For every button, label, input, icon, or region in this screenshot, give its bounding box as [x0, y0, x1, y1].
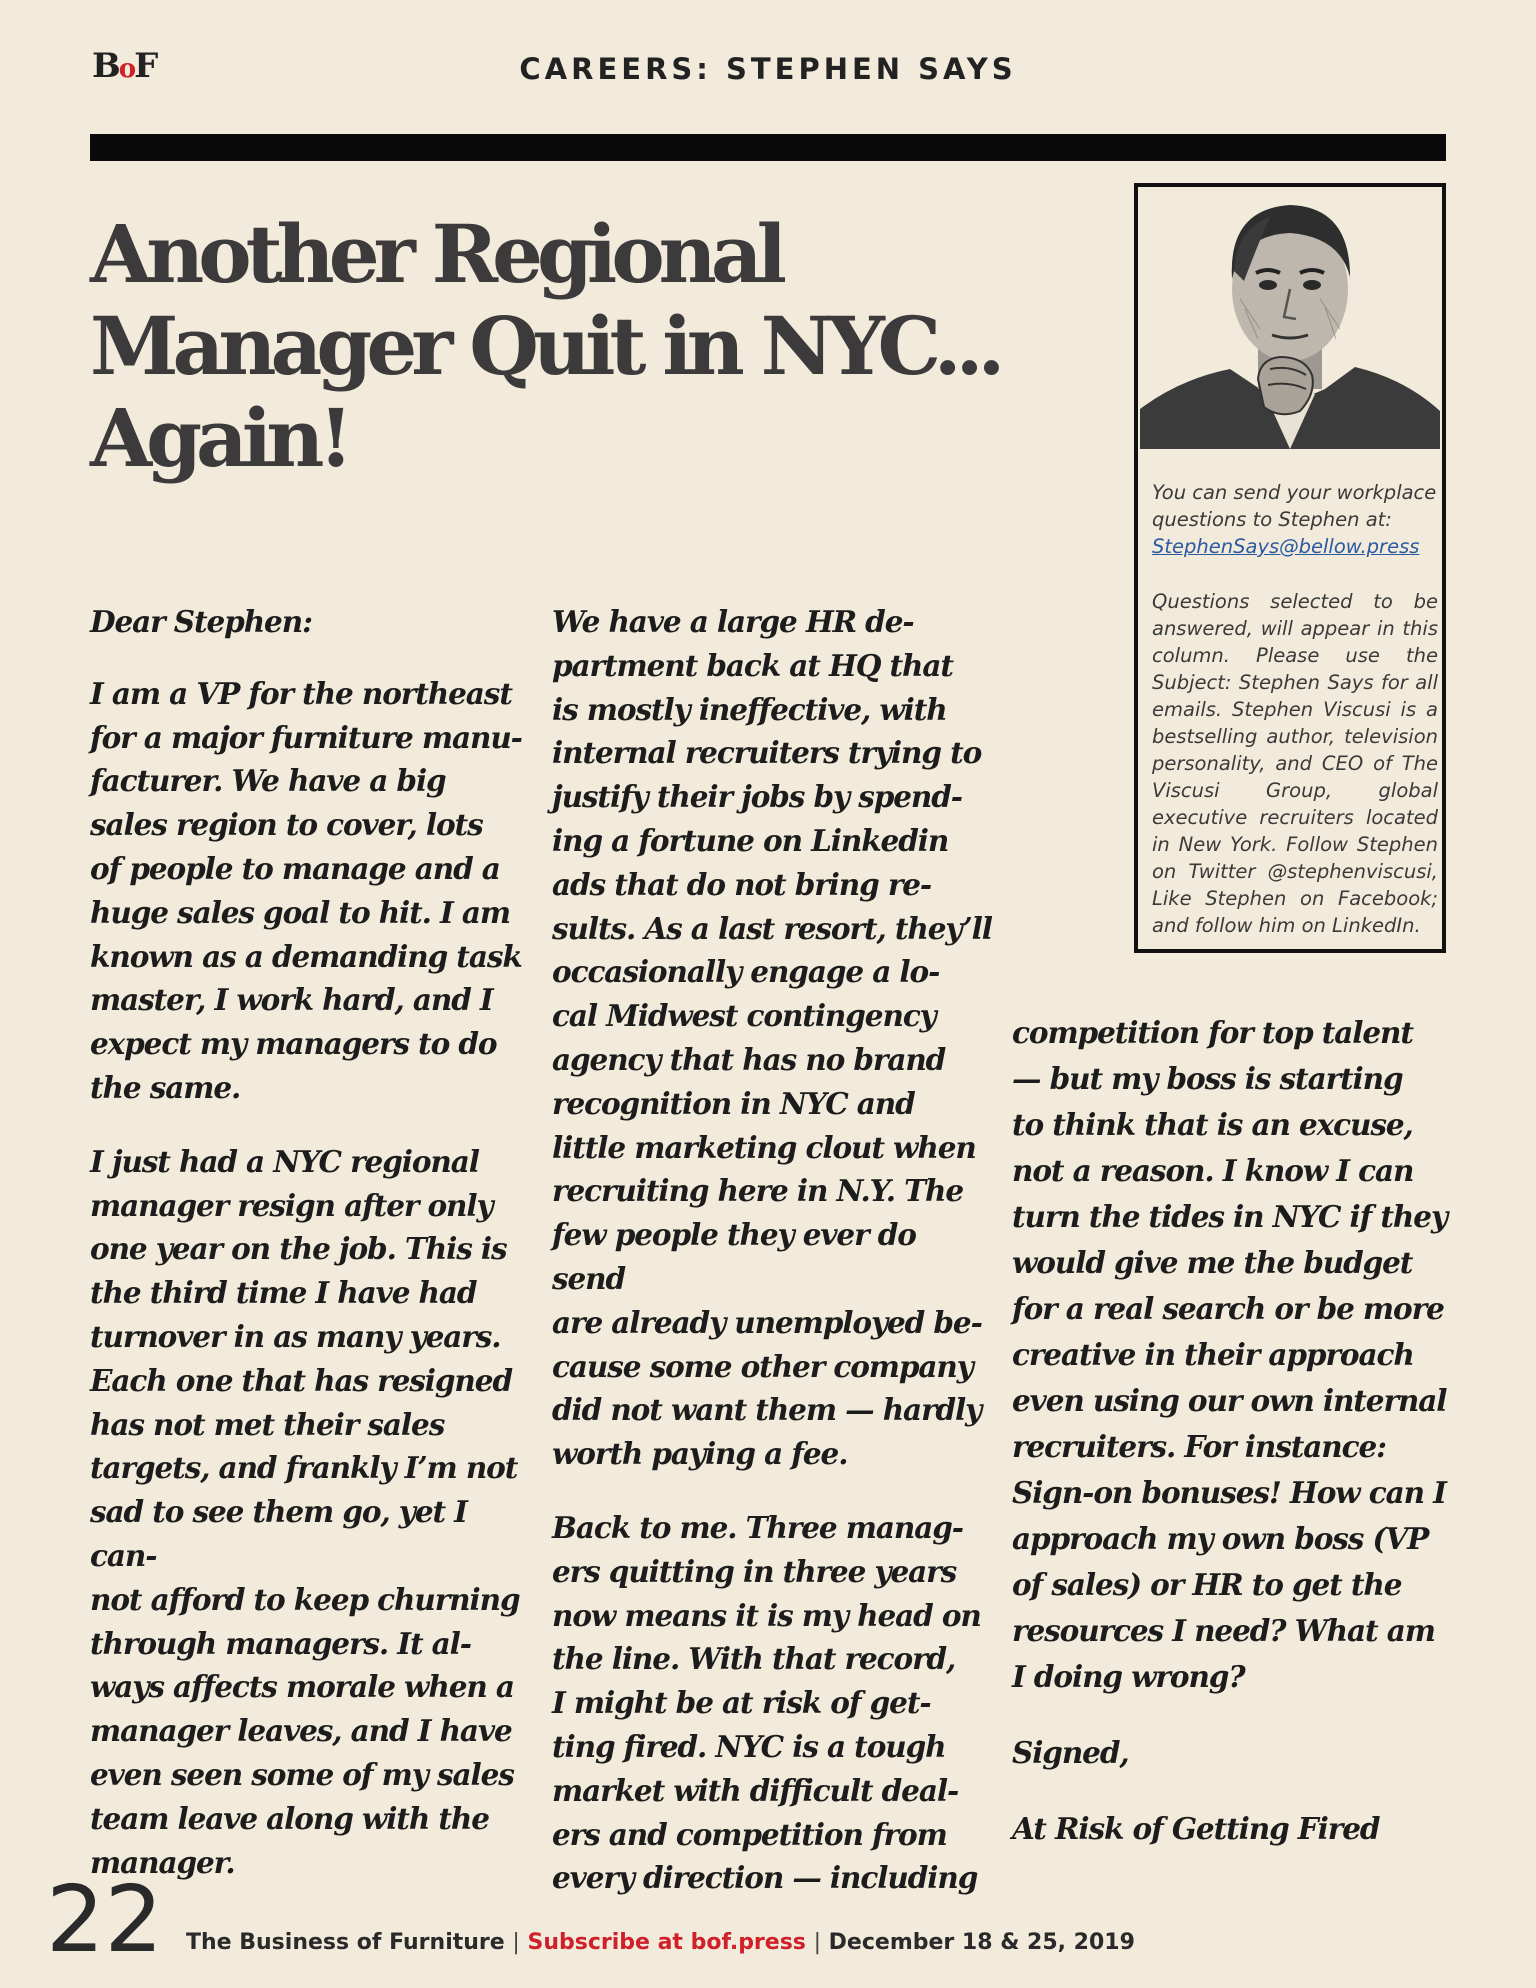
author-portrait	[1140, 189, 1440, 449]
signature: At Risk of Getting Fired	[1012, 1811, 1380, 1846]
publication-name: The Business of Furniture	[186, 1930, 505, 1955]
header-rule	[90, 134, 1446, 161]
letter-paragraph: Back to me. Three manag- ers quitting in three years now means it is my head on the line. With that record, I might be at risk of get- ting fired. NYC is a tough market with difficult deal- ers and competition from every direction — including	[552, 1509, 981, 1896]
section-title: CAREERS: STEPHEN SAYS	[519, 52, 1017, 86]
letter-paragraph: I am a VP for the northeast for a major furniture manu- facturer. We have a big sales region to cover, lots of people to manage and a huge sales goal to hit. I am known as a demanding task master, I work hard, and I expect my managers to do the same.	[90, 675, 522, 1105]
sidebar-send-text: You can send your workplace questions to Stephen at:	[1152, 481, 1437, 531]
salutation: Dear Stephen:	[90, 604, 312, 639]
author-bio: Questions selected to be answered, will appear in this column. Please use the Subject: Stephen Says for all emails. Stephen Viscusi is a bestselling author, television personality, and CEO of The Viscusi Group, global executive recruiters located in New York. Follow Stephen on Twitter @stephenviscusi, Like Stephen on Facebook; and follow him on LinkedIn.	[1152, 590, 1438, 937]
footer-separator: |	[512, 1930, 520, 1955]
letter-paragraph: We have a large HR de- partment back at HQ that is mostly ineffective, with internal recruiters trying to justify their jobs by spend- ing a fortune on Linkedin ads that do not bring re- sults. As a last resort, they’ll occasionally engage a lo- cal Midwest contingency agency that has no brand recognition in NYC and little marketing clout when recruiting here in N.Y. The few people they ever do send are already unemployed be- cause some other company did not want them — hardly worth paying a fee.	[552, 604, 992, 1472]
sidebar-text	[1152, 479, 1438, 939]
page-footer	[186, 1930, 1135, 1955]
letter-paragraph: I just had a NYC regional manager resign after only one year on the job. This is the third time I have had turnover in as many years. Each one that has resigned has not met their sales targets, and frankly I’m not sad to see them go, yet I can- not afford to keep churning through managers. It al- ways affects morale when a manager leaves, and I have even seen some of my sales team leave along with the manager.	[90, 1143, 520, 1880]
headline-line-1: Another Regional	[90, 207, 782, 301]
bof-logo: BoF	[92, 46, 157, 86]
headline-line-3: Again!	[90, 391, 348, 485]
page-number: 22	[46, 1866, 164, 1973]
author-sidebar	[1134, 183, 1446, 953]
headline-line-2: Manager Quit in NYC...	[90, 299, 1000, 393]
letter-column-3	[1012, 1010, 1452, 1852]
footer-separator: |	[813, 1930, 821, 1955]
subscribe-link[interactable]: Subscribe at bof.press	[527, 1930, 806, 1955]
issue-date: December 18 & 25, 2019	[828, 1930, 1135, 1955]
letter-paragraph: competition for top talent — but my boss is starting to think that is an excuse, not a reason. I know I can turn the tides in NYC if they would give me the budget for a real search or be more creative in their approach even using our own internal recruiters. For instance: Sign-on bonuses! How can I approach my own boss (VP of sales) or HR to get the resources I need? What am I doing wrong?	[1012, 1015, 1447, 1694]
letter-column-1	[90, 600, 530, 1884]
headline	[90, 207, 1000, 485]
letter-column-2	[552, 600, 992, 1900]
sign-off: Signed,	[1012, 1735, 1129, 1770]
stephen-email-link[interactable]: StephenSays@bellow.press	[1152, 535, 1420, 558]
